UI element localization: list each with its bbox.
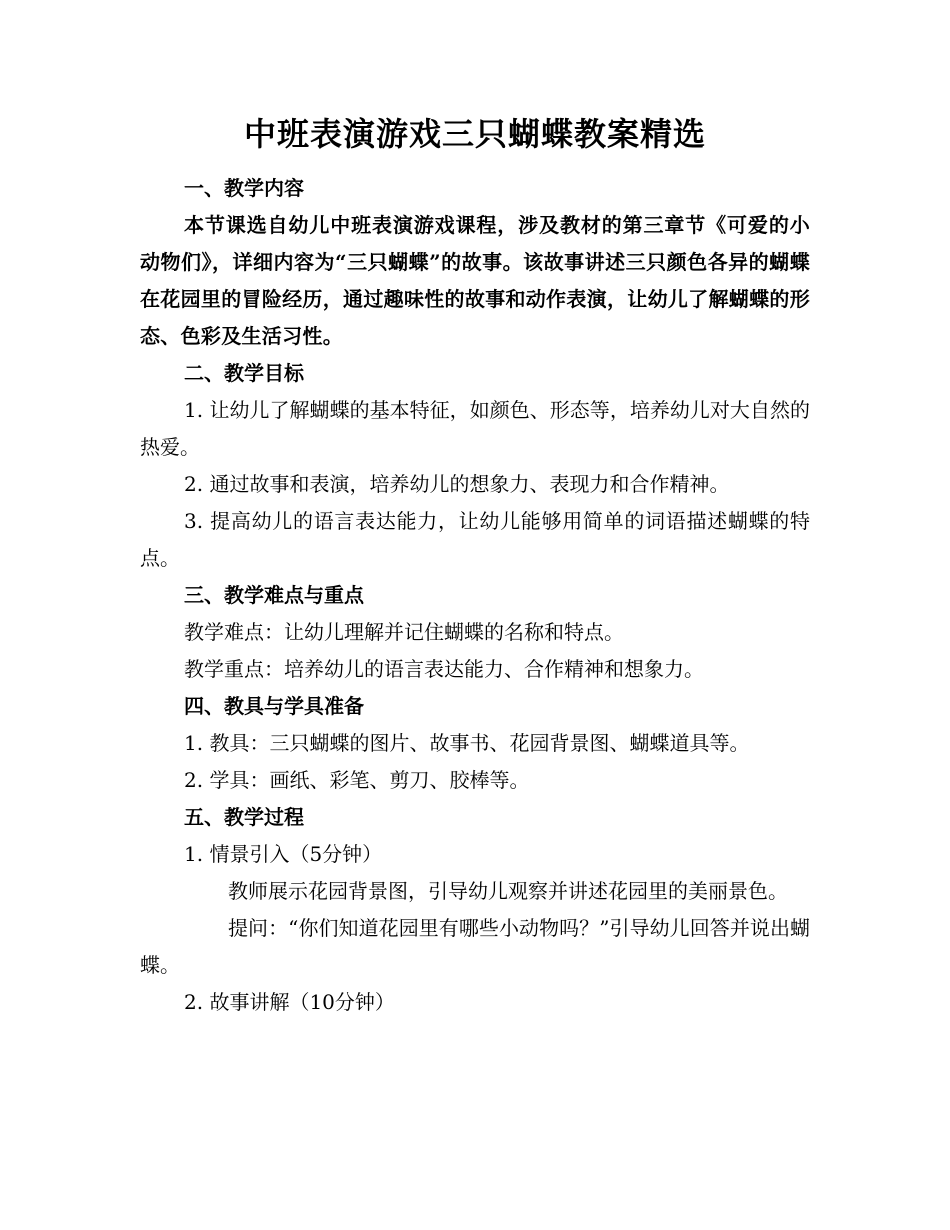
difficulty-item: 教学难点：让幼儿理解并记住蝴蝶的名称和特点。 — [184, 620, 624, 644]
section-heading: 三、教学难点与重点 — [184, 583, 364, 607]
section-teaching-content — [140, 170, 810, 355]
process-step: 2. 故事讲解（10分钟） — [184, 990, 395, 1014]
process-step: 1. 情景引入（5分钟） — [184, 842, 383, 866]
section-heading: 五、教学过程 — [184, 805, 304, 829]
section-heading: 二、教学目标 — [184, 361, 304, 385]
document-title: 中班表演游戏三只蝴蝶教案精选 — [243, 115, 706, 153]
goal-item: 1. 让幼儿了解蝴蝶的基本特征，如颜色、形态等，培养幼儿对大自然的热爱。 — [140, 398, 810, 459]
process-detail: 教师展示花园背景图，引导幼儿观察并讲述花园里的美丽景色。 — [228, 879, 788, 903]
section-materials — [140, 688, 810, 799]
process-detail: 提问：“你们知道花园里有哪些小动物吗？”引导幼儿回答并说出蝴蝶。 — [140, 916, 810, 977]
section-difficulties-focus — [140, 577, 810, 688]
materials-item: 1. 教具：三只蝴蝶的图片、故事书、花园背景图、蝴蝶道具等。 — [184, 731, 750, 755]
focus-item: 教学重点：培养幼儿的语言表达能力、合作精神和想象力。 — [184, 657, 704, 681]
section-paragraph: 本节课选自幼儿中班表演游戏课程，涉及教材的第三章节《可爱的小动物们》，详细内容为“三只蝴蝶”的故事。该故事讲述三只颜色各异的蝴蝶在花园里的冒险经历，通过趣味性的故事和动作表演，让幼儿了解蝴蝶的形态、色彩及生活习性。 — [140, 213, 810, 348]
section-teaching-goals — [140, 355, 810, 577]
section-heading: 四、教具与学具准备 — [184, 694, 364, 718]
section-teaching-process — [140, 799, 810, 1021]
materials-item: 2. 学具：画纸、彩笔、剪刀、胶棒等。 — [184, 768, 530, 792]
goal-item: 3. 提高幼儿的语言表达能力，让幼儿能够用简单的词语描述蝴蝶的特点。 — [140, 509, 810, 570]
section-heading: 一、教学内容 — [184, 176, 304, 200]
goal-item: 2. 通过故事和表演，培养幼儿的想象力、表现力和合作精神。 — [184, 472, 730, 496]
